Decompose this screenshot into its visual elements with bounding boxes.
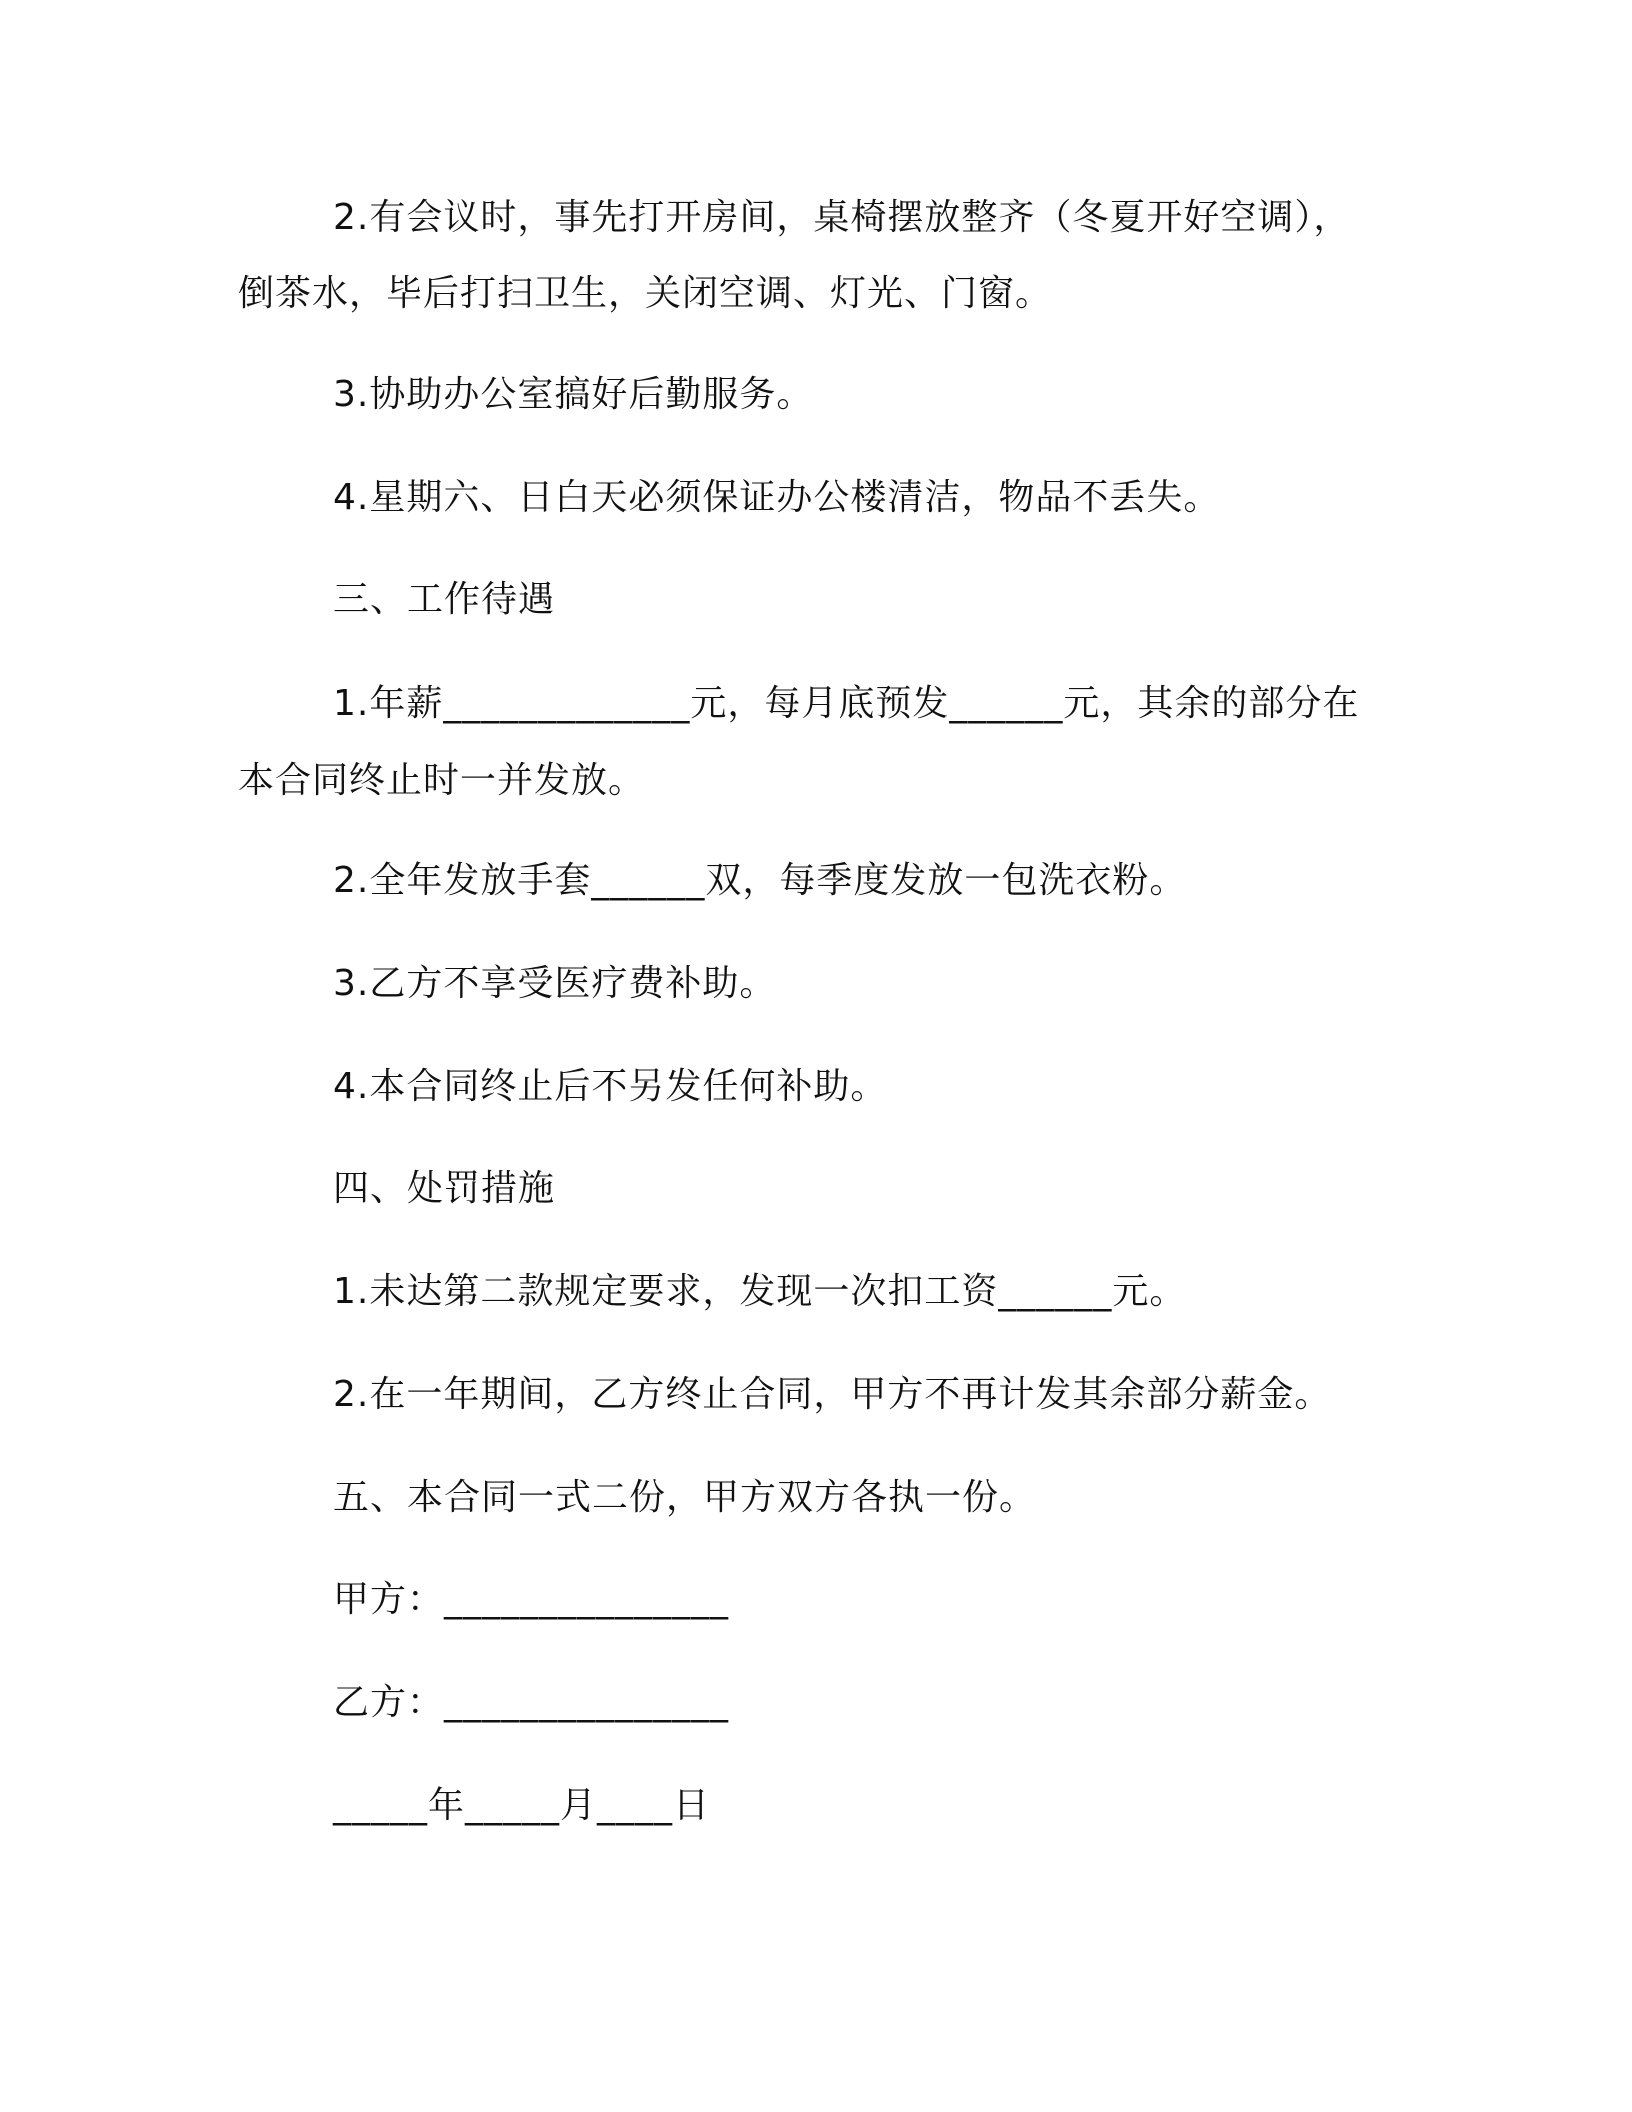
clause-2-4: 4.星期六、日白天必须保证办公楼清洁，物品不丢失。 <box>333 477 1221 518</box>
clause-3-4: 4.本合同终止后不另发任何补助。 <box>333 1066 888 1107</box>
section-3-heading: 三、工作待遇 <box>333 579 556 620</box>
clause-2-2-line-2: 倒茶水，毕后打扫卫生，关闭空调、灯光、门窗。 <box>238 273 1053 314</box>
clause-2-2-line-1: 2.有会议时，事先打开房间，桌椅摆放整齐（冬夏开好空调）， <box>333 197 1351 238</box>
date-line: _____年_____月____日 <box>333 1785 711 1826</box>
clause-3-2: 2.全年发放手套______双，每季度发放一包洗衣粉。 <box>333 860 1187 901</box>
clause-2-3: 3.协助办公室搞好后勤服务。 <box>333 374 814 415</box>
clause-3-1-line-2: 本合同终止时一并发放。 <box>238 760 646 801</box>
party-a-signature-line: 甲方：_______________ <box>333 1579 730 1620</box>
clause-4-2: 2.在一年期间，乙方终止合同，甲方不再计发其余部分薪金。 <box>333 1374 1332 1415</box>
clause-3-3: 3.乙方不享受医疗费补助。 <box>333 963 777 1004</box>
section-5-heading: 五、本合同一式二份，甲方双方各执一份。 <box>333 1477 1037 1518</box>
clause-4-1: 1.未达第二款规定要求，发现一次扣工资______元。 <box>333 1271 1187 1312</box>
section-4-heading: 四、处罚措施 <box>333 1168 556 1209</box>
clause-3-1-line-1: 1.年薪_____________元，每月底预发______元，其余的部分在 <box>333 683 1360 724</box>
party-b-signature-line: 乙方：_______________ <box>333 1682 730 1723</box>
